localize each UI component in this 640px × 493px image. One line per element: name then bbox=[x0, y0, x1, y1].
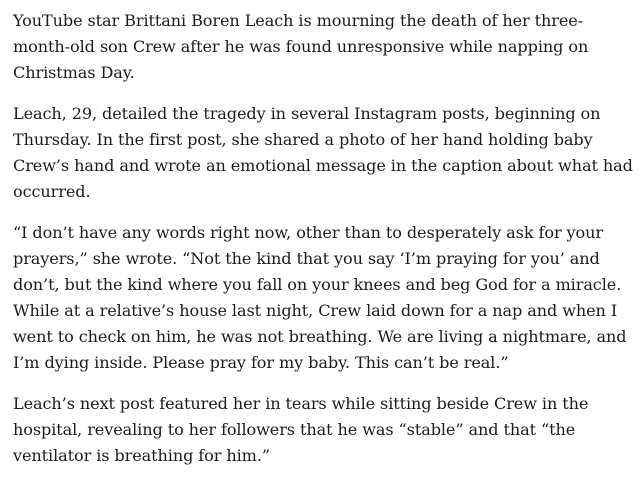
article-paragraph bbox=[13, 8, 640, 86]
text-line: ventilator is breathing for him.” bbox=[13, 446, 270, 465]
article-paragraph-quote bbox=[13, 220, 640, 376]
article-paragraph bbox=[13, 101, 640, 205]
text-line: occurred. bbox=[13, 182, 91, 201]
text-line: Crew’s hand and wrote an emotional message in the caption about what had bbox=[13, 156, 633, 175]
text-line: hospital, revealing to her followers that he was “stable” and that “the bbox=[13, 420, 576, 439]
text-line: Thursday. In the first post, she shared a photo of her hand holding baby bbox=[13, 130, 593, 149]
text-line: “I don’t have any words right now, other than to desperately ask for your bbox=[13, 223, 603, 242]
text-line: While at a relative’s house last night, Crew laid down for a nap and when I bbox=[13, 301, 618, 320]
text-line: Leach, 29, detailed the tragedy in several Instagram posts, beginning on bbox=[13, 104, 601, 123]
text-line: YouTube star Brittani Boren Leach is mourning the death of her three- bbox=[13, 11, 584, 30]
text-line: Leach’s next post featured her in tears while sitting beside Crew in the bbox=[13, 394, 589, 413]
text-line: I’m dying inside. Please pray for my baby. This can’t be real.” bbox=[13, 353, 509, 372]
text-line: don’t, but the kind where you fall on your knees and beg God for a miracle. bbox=[13, 275, 622, 294]
article-paragraph bbox=[13, 391, 640, 469]
text-line: prayers,” she wrote. “Not the kind that you say ‘I’m praying for you’ and bbox=[13, 249, 600, 268]
text-line: month-old son Crew after he was found unresponsive while napping on bbox=[13, 37, 589, 56]
text-line: went to check on him, he was not breathing. We are living a nightmare, and bbox=[13, 327, 627, 346]
text-line: Christmas Day. bbox=[13, 63, 135, 82]
